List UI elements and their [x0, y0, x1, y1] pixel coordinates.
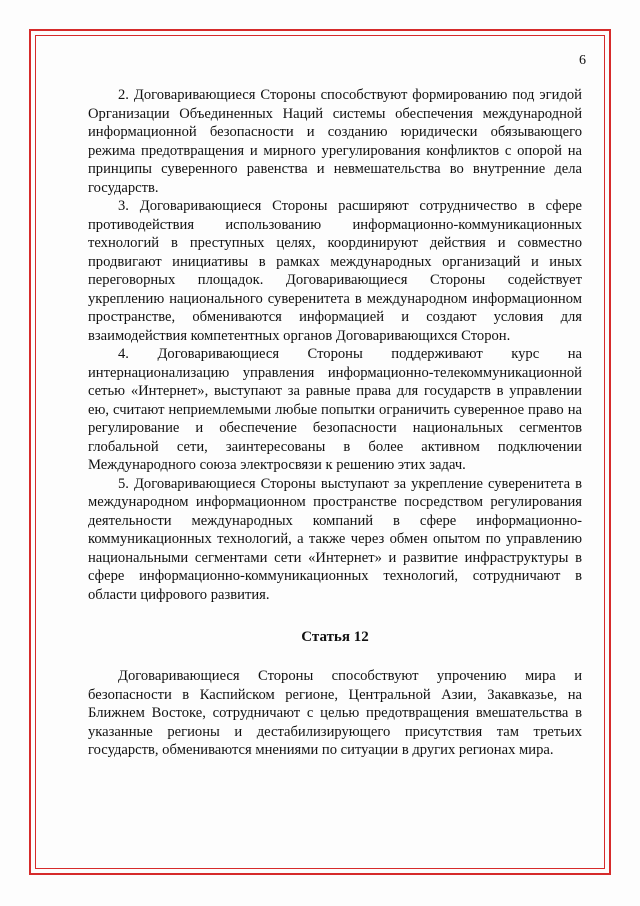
paragraph-clause-3: 3. Договаривающиеся Стороны расширяют сотрудничество в сфере противодействия использованию информационно-коммуникационных технологий в преступных целях, координируют действия и совместно продвигают инициативы в рамках международных организаций и иных переговорных площадок. Договаривающиеся Стороны содействует укреплению национального суверенитета в международном информационном пространстве, обмениваются информацией и создают условия для взаимодействия компетентных органов Договаривающихся Сторон. — [88, 198, 582, 344]
paragraph-clause-5: 5. Договаривающиеся Стороны выступают за укрепление суверенитета в международном информационном пространстве посредством регулирования деятельности международных компаний в сфере информационно-коммуникационных технологий, а также через обмен опытом по управлению национальными сегментами сети «Интернет» и развитие инфраструктуры в сфере информационно-коммуникационных технологий, сотрудничают в области цифрового развития. — [88, 475, 582, 603]
paragraph-clause-2: 2. Договаривающиеся Стороны способствуют формированию под эгидой Организации Объединенных Наций системы обеспечения международной информационной безопасности и созданию юридически обязывающего режима предотвращения и мирного урегулирования конфликтов с опорой на принципы суверенного равенства и невмешательства во внутренние дела государств. — [88, 87, 582, 196]
document-body — [88, 86, 582, 760]
article-12-paragraph: Договаривающиеся Стороны способствуют упрочению мира и безопасности в Каспийском регионе, Центральной Азии, Закавказье, на Ближнем Востоке, сотрудничают с целью предотвращения вмешательства в указанные регионы и дестабилизирующего присутствия там третьих государств, обмениваются мнениями по ситуации в других регионах мира. — [88, 668, 582, 758]
page-number: 6 — [579, 53, 586, 68]
paragraph-clause-4: 4. Договаривающиеся Стороны поддерживают курс на интернационализацию управления информационно-телекоммуникационной сетью «Интернет», выступают за равные права для государств в управлении ею, считают неприемлемыми любые попытки ограничить суверенное право на регулирование и обеспечение безопасности национальных сегментов глобальной сети, заинтересованы в более активном подключении Международного союза электросвязи к решению этих задач. — [88, 346, 582, 473]
article-title: Статья 12 — [301, 629, 369, 645]
